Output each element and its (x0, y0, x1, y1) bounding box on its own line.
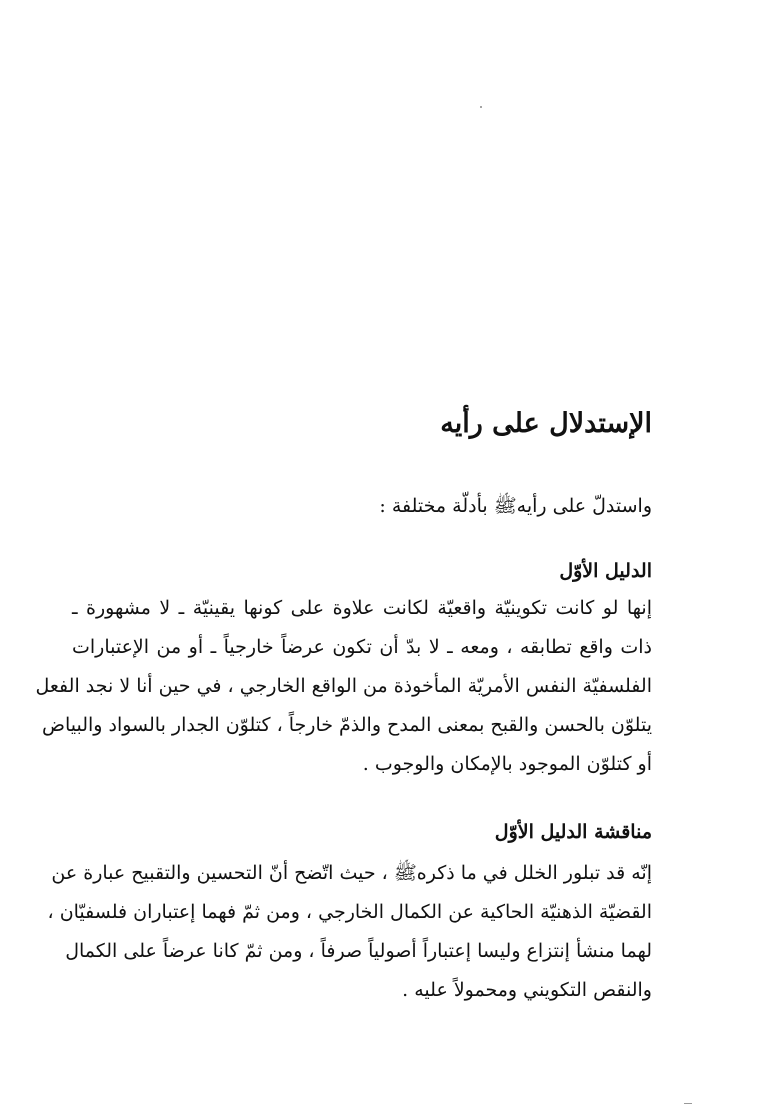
page-speck (480, 106, 482, 108)
section2-line-2: القضيّة الذهنيّة الحاكية عن الكمال الخارجي ، ومن ثمّ فهما إعتباران فلسفيّان ، (47, 901, 652, 923)
section1-line-3: الفلسفيّة النفس الأمريّة المأخوذة من الواقع الخارجي ، في حين أنا لا نجد الفعل (35, 675, 652, 697)
intro-line: واستدلّ على رأيهﷺ بأدلّة مختلفة : (379, 495, 652, 517)
section2-line-4: والنقص التكويني ومحمولاً عليه . (402, 979, 652, 1001)
section2-line-1: إنّه قد تبلور الخلل في ما ذكرهﷺ ، حيث اتّضح أنّ التحسين والتقبيح عبارة عن (51, 862, 652, 884)
section1-line-1: إنها لو كانت تكوينيّة واقعيّة لكانت علاوة على كونها يقينيّة ـ لا مشهورة ـ (72, 597, 652, 619)
page-title: الإستدلال على رأيه (440, 408, 652, 439)
section2-heading: مناقشة الدليل الأوّل (494, 821, 652, 843)
page-edge-mark (684, 1103, 692, 1104)
section2-line-3: لهما منشأ إنتزاع وليسا إعتباراً أصولياً صرفاً ، ومن ثمّ كانا عرضاً على الكمال (65, 940, 652, 962)
section1-line-2: ذات واقع تطابقه ، ومعه ـ لا بدّ أن تكون عرضاً خارجياً ـ أو من الإعتبارات (72, 636, 652, 658)
section1-line-5: أو كتلوّن الموجود بالإمكان والوجوب . (362, 753, 652, 775)
section1-heading: الدليل الأوّل (559, 560, 652, 582)
section1-line-4: يتلوّن بالحسن والقبح بمعنى المدح والذمّ خارجاً ، كتلوّن الجدار بالسواد والبياض (41, 714, 652, 736)
